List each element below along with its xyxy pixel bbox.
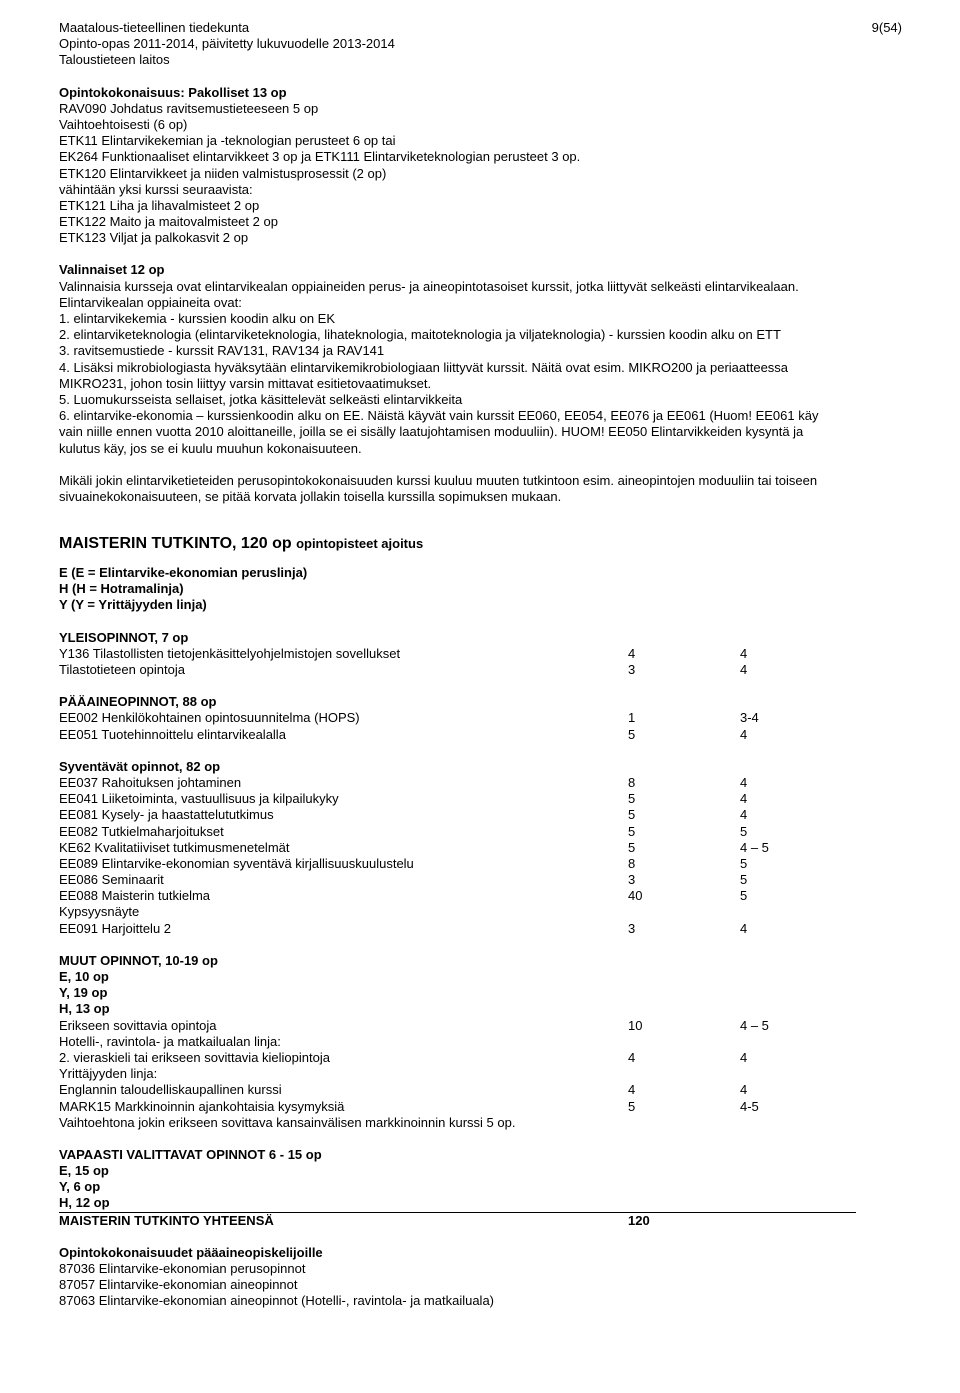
- course-row: [59, 1082, 904, 1098]
- text-line: 3. ravitsemustiede - kurssit RAV131, RAV134 ja RAV141: [59, 343, 385, 359]
- section-title-advanced: Syventävät opinnot, 82 op: [59, 758, 221, 774]
- course-row: [59, 646, 904, 662]
- course-name: Kypsyysnäyte: [59, 904, 140, 920]
- course-credits: 5: [628, 791, 636, 807]
- course-row: [59, 1050, 904, 1066]
- course-row: [59, 775, 904, 791]
- course-timing: 4: [740, 807, 748, 823]
- course-timing: 4: [740, 662, 748, 677]
- text-line: RAV090 Johdatus ravitsemustieteeseen 5 op: [59, 100, 319, 116]
- course-name: EE037 Rahoituksen johtaminen: [59, 774, 242, 790]
- course-timing: 4 – 5: [740, 839, 769, 855]
- text-line: Vaihtoehtoisesti (6 op): [59, 116, 188, 132]
- course-row: [59, 856, 904, 872]
- text-line: ETK120 Elintarvikkeet ja niiden valmistusprosessit (2 op): [59, 165, 387, 181]
- course-timing: 4: [740, 726, 748, 742]
- course-credits: 3: [628, 872, 636, 888]
- text-line: 87063 Elintarvike-ekonomian aineopinnot (Hotelli-, ravintola- ja matkailuala): [59, 1293, 495, 1309]
- text-line: ETK11 Elintarvikekemian ja -teknologian perusteet 6 op tai: [59, 133, 396, 149]
- total-row: [59, 1213, 904, 1229]
- spacer: [59, 614, 904, 630]
- course-row: [59, 872, 904, 888]
- course-timing: 4: [740, 645, 748, 661]
- course-credits: 5: [628, 839, 636, 855]
- course-name: EE041 Liiketoiminta, vastuullisuus ja kilpailukyky: [59, 791, 339, 807]
- section-title-other: MUUT OPINNOT, 10-19 op: [59, 952, 218, 968]
- header-faculty: Maatalous-tieteellinen tiedekunta: [59, 20, 250, 35]
- course-name: EE089 Elintarvike-ekonomian syventävä kirjallisuuskuulustelu: [59, 855, 414, 871]
- course-credits: 1: [628, 710, 636, 726]
- course-credits: 3: [628, 920, 636, 936]
- text-line: 4. Lisäksi mikrobiologiasta hyväksytään elintarvikemikrobiologiaan liittyvät kurssit. Näitä ovat esim. MIKRO200 ja periaatteessa: [59, 359, 789, 375]
- course-credits: 8: [628, 774, 636, 790]
- course-name: Vaihtoehtona jokin erikseen sovittava kansainvälisen markkinoinnin kurssi 5 op.: [59, 1114, 516, 1130]
- spacer: [59, 246, 904, 262]
- course-row: [59, 710, 904, 726]
- course-credits: 8: [628, 855, 636, 871]
- course-name: Englannin taloudelliskaupallinen kurssi: [59, 1082, 282, 1098]
- text-line: MIKRO231, johon tosin liittyy varsin mittavat esitietovaatimukset.: [59, 375, 432, 391]
- text-line: Elintarvikealan oppiaineita ovat:: [59, 294, 242, 310]
- course-credits: 5: [628, 823, 636, 839]
- total-value: 120: [628, 1212, 650, 1228]
- course-timing: 4: [740, 1082, 748, 1098]
- spacer: [59, 457, 904, 473]
- course-credits: 4: [628, 1082, 636, 1098]
- course-row: [59, 840, 904, 856]
- text-line: vain niille ennen vuotta 2010 aloittaneille, joilla se ei sisälly laatujohtamisen moduuliin). HUOM! EE050 Elintarvikkeiden kysyntä ja: [59, 424, 804, 440]
- course-credits: 4: [628, 1049, 636, 1065]
- course-name: EE081 Kysely- ja haastattelututkimus: [59, 807, 274, 823]
- text-line: vähintään yksi kurssi seuraavista:: [59, 181, 253, 197]
- spacer: [59, 743, 904, 759]
- course-timing: 4: [740, 1049, 748, 1065]
- text-line: 2. elintarviketeknologia (elintarviketeknologia, lihateknologia, maitoteknologia ja viljateknologia) - kurssien koodin alku on ETT: [59, 327, 781, 343]
- text-line: ETK122 Maito ja maitovalmisteet 2 op: [59, 214, 278, 230]
- course-row: [59, 1115, 904, 1131]
- credit-line: E, 10 op: [59, 969, 109, 984]
- course-name: Y136 Tilastollisten tietojenkäsittelyohjelmistojen sovellukset: [59, 645, 401, 661]
- text-line: 6. elintarvike-ekonomia – kurssienkoodin alku on EE. Näistä käyvät vain kurssit EE060, EE054, EE076 ja EE061 (Huom! EE061 käy: [59, 408, 819, 424]
- course-name: 2. vieraskieli tai erikseen sovittavia kieliopintoja: [59, 1049, 330, 1065]
- course-row: [59, 921, 904, 937]
- course-timing: 4-5: [740, 1098, 759, 1114]
- text-line: Mikäli jokin elintarviketieteiden perusopintokokonaisuuden kurssi kuuluu muuten tutkintoon esim. aineopintojen moduuliin tai toiseen: [59, 472, 818, 488]
- course-row: [59, 662, 904, 678]
- masters-title: [59, 533, 904, 555]
- header-guide: Opinto-opas 2011-2014, päivitetty lukuvuodelle 2013-2014: [59, 36, 395, 52]
- text-line: EK264 Funktionaaliset elintarvikkeet 3 op ja ETK111 Elintarviketeknologian perusteet 3 op.: [59, 149, 581, 165]
- course-row: [59, 824, 904, 840]
- course-row: [59, 1018, 904, 1034]
- course-credits: 5: [628, 807, 636, 823]
- course-timing: 3-4: [740, 710, 759, 726]
- spacer: [59, 555, 904, 565]
- spacer: [59, 69, 904, 85]
- course-row: [59, 904, 904, 920]
- spacer: [59, 678, 904, 694]
- course-row: [59, 1066, 904, 1082]
- spacer: [59, 1131, 904, 1147]
- course-row: [59, 727, 904, 743]
- course-timing: 5: [740, 823, 748, 839]
- text-line: 87057 Elintarvike-ekonomian aineopinnot: [59, 1277, 298, 1293]
- spacer: [59, 937, 904, 953]
- course-name: EE082 Tutkielmaharjoitukset: [59, 823, 224, 839]
- course-timing: 4: [740, 774, 748, 790]
- course-timing: 5: [740, 888, 748, 904]
- course-name: EE091 Harjoittelu 2: [59, 920, 172, 936]
- course-row: [59, 807, 904, 823]
- course-timing: 4 – 5: [740, 1017, 769, 1033]
- text-line: 5. Luomukursseista sellaiset, jotka käsittelevät selkeästi elintarvikkeita: [59, 391, 463, 407]
- credit-line: Y, 6 op: [59, 1179, 101, 1195]
- total-label: MAISTERIN TUTKINTO YHTEENSÄ: [59, 1212, 274, 1228]
- track-line: Y (Y = Yrittäjyyden linja): [59, 597, 207, 613]
- course-row: [59, 1034, 904, 1050]
- course-credits: 10: [628, 1017, 643, 1033]
- spacer: [59, 1229, 904, 1245]
- text-line: Valinnaisia kursseja ovat elintarvikealan oppiaineiden perus- ja aineopintotasoiset kurssit, jotka liittyvät selkeästi elintarvikealaan.: [59, 278, 799, 294]
- section-title-major: PÄÄAINEOPINNOT, 88 op: [59, 694, 217, 710]
- credit-line: Y, 19 op: [59, 985, 108, 1001]
- course-name: EE088 Maisterin tutkielma: [59, 888, 211, 904]
- course-credits: 5: [628, 1098, 636, 1114]
- document-page: [59, 20, 904, 1310]
- course-row: [59, 888, 904, 904]
- section-title-mandatory: Opintokokonaisuus: Pakolliset 13 op: [59, 84, 287, 100]
- section-title-modules: Opintokokonaisuudet pääaineopiskelijoille: [59, 1244, 323, 1260]
- page-number: 9(54): [871, 20, 902, 35]
- course-name: EE002 Henkilökohtainen opintosuunnitelma (HOPS): [59, 710, 360, 726]
- text-line: ETK121 Liha ja lihavalmisteet 2 op: [59, 197, 260, 213]
- text-line: 87036 Elintarvike-ekonomian perusopinnot: [59, 1261, 306, 1276]
- text-line: kulutus käy, jos se ei kuulu muuhun kokonaisuuteen.: [59, 440, 362, 456]
- credit-line: E, 15 op: [59, 1163, 109, 1179]
- section-title-optional: Valinnaiset 12 op: [59, 262, 165, 278]
- course-timing: 5: [740, 855, 748, 871]
- section-title-general: YLEISOPINNOT, 7 op: [59, 629, 189, 645]
- text-line: 1. elintarvikekemia - kurssien koodin alku on EK: [59, 311, 336, 326]
- course-credits: 3: [628, 662, 636, 677]
- header-department: Taloustieteen laitos: [59, 52, 170, 68]
- section-title-free: VAPAASTI VALITTAVAT OPINNOT 6 - 15 op: [59, 1146, 322, 1162]
- course-name: KE62 Kvalitatiiviset tutkimusmenetelmät: [59, 839, 290, 855]
- course-timing: 5: [740, 872, 748, 888]
- course-credits: 4: [628, 645, 636, 661]
- course-name: EE051 Tuotehinnoittelu elintarvikealalla: [59, 726, 286, 742]
- masters-title-suffix: opintopisteet ajoitus: [296, 536, 424, 552]
- course-credits: 40: [628, 888, 643, 904]
- course-name: Hotelli-, ravintola- ja matkailualan linja:: [59, 1033, 281, 1049]
- masters-title-main: MAISTERIN TUTKINTO, 120 op: [59, 535, 292, 553]
- course-timing: 4: [740, 920, 748, 936]
- course-row: [59, 791, 904, 807]
- text-line: ETK123 Viljat ja palkokasvit 2 op: [59, 230, 249, 246]
- track-line: H (H = Hotramalinja): [59, 581, 184, 597]
- credit-line: H, 13 op: [59, 1001, 110, 1017]
- course-row: [59, 1099, 904, 1115]
- course-name: Tilastotieteen opintoja: [59, 662, 185, 677]
- text-line: sivuainekokonaisuuteen, se pitää korvata jollakin toisella kurssilla sopimuksen mukaan.: [59, 488, 562, 504]
- course-name: MARK15 Markkinoinnin ajankohtaisia kysymyksiä: [59, 1098, 345, 1114]
- credit-line: H, 12 op: [59, 1195, 856, 1212]
- course-name: Yrittäjyyden linja:: [59, 1066, 158, 1082]
- course-name: EE086 Seminaarit: [59, 872, 164, 888]
- course-timing: 4: [740, 791, 748, 807]
- spacer: [59, 505, 904, 525]
- course-credits: 5: [628, 726, 636, 742]
- course-name: Erikseen sovittavia opintoja: [59, 1017, 217, 1033]
- track-line: E (E = Elintarvike-ekonomian peruslinja): [59, 565, 308, 581]
